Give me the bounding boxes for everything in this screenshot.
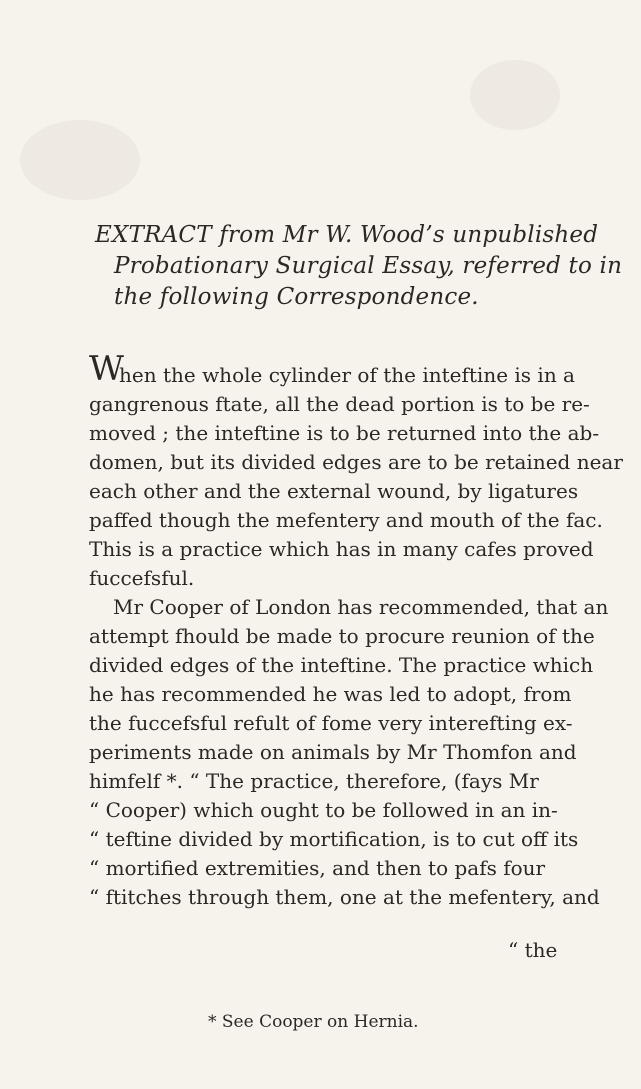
text-line: “ Cooper) which ought to be followed in an in-	[89, 798, 558, 822]
extract-title-line-1: EXTRACT from Mr W. Wood’s unpublished	[95, 222, 599, 248]
extract-title-line-2: Probationary Surgical Essay, referred to in	[114, 253, 623, 279]
text-line: gangrenous ftate, all the dead portion is to be re-	[89, 392, 590, 416]
catchword: “ the	[508, 938, 558, 962]
text-line: the fuccefsful refult of fome very interefting ex-	[89, 711, 573, 735]
text-line: paffed though the mefentery and mouth of the fac.	[89, 508, 603, 532]
text-line: “ ftitches through them, one at the mefentery, and	[89, 885, 600, 909]
text-line: periments made on animals by Mr Thomfon and	[89, 740, 577, 764]
page-stain	[20, 120, 140, 200]
text-line: attempt fhould be made to procure reunion of the	[89, 624, 595, 648]
page-stain	[470, 60, 560, 130]
text-line: each other and the external wound, by ligatures	[89, 479, 579, 503]
text-line: moved ; the inteftine is to be returned into the ab-	[89, 421, 600, 445]
footnote: * See Cooper on Hernia.	[208, 1012, 419, 1032]
text-line: Mr Cooper of London has recommended, that an	[113, 595, 609, 619]
text-line: “ mortified extremities, and then to pafs four	[89, 856, 546, 880]
text-line: This is a practice which has in many cafes proved	[89, 537, 594, 561]
text-line: himfelf *. “ The practice, therefore, (fays Mr	[89, 769, 539, 793]
drop-cap: W	[89, 349, 124, 389]
text-line: domen, but its divided edges are to be retained near	[89, 450, 623, 474]
text-line: “ teftine divided by mortification, is to cut off its	[89, 827, 579, 851]
text-line: divided edges of the inteftine. The practice which	[89, 653, 594, 677]
text-line: he has recommended he was led to adopt, from	[89, 682, 572, 706]
extract-title-line-3: the following Correspondence.	[114, 284, 479, 310]
text-line: hen the whole cylinder of the inteftine is in a	[119, 363, 575, 387]
text-line: fuccefsful.	[89, 566, 195, 590]
